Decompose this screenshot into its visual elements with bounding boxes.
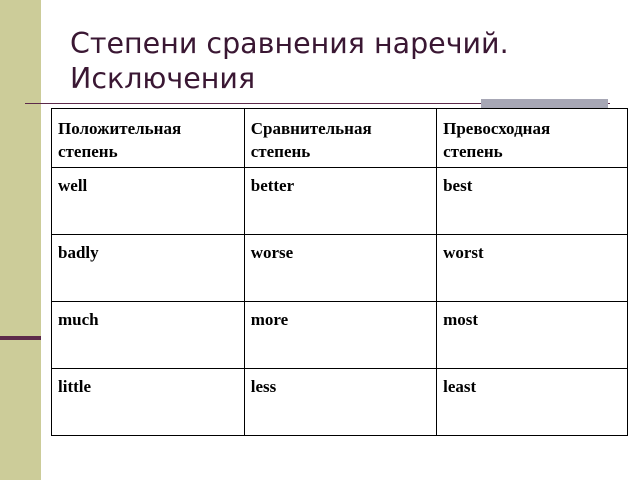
slide-title-line-1: Степени сравнения наречий. — [70, 27, 509, 60]
header-superlative-degree — [437, 109, 628, 168]
table-cell-comparative: better — [244, 168, 436, 235]
table-row — [52, 168, 628, 235]
header-label-line: степень — [250, 142, 311, 161]
adverb-degrees-table — [51, 108, 628, 436]
header-label-line: степень — [58, 142, 118, 161]
table-cell-positive: well — [52, 168, 245, 235]
table-cell-superlative: most — [437, 302, 628, 369]
header-positive-degree — [52, 109, 245, 168]
table-row — [52, 302, 628, 369]
table-cell-positive: little — [52, 369, 245, 436]
header-label-line: степень — [443, 142, 503, 161]
table-cell-superlative: worst — [437, 235, 628, 302]
side-accent-bar — [0, 0, 41, 480]
table-cell-positive: badly — [52, 235, 245, 302]
table-row — [52, 369, 628, 436]
header-label-line: Положительная — [58, 119, 182, 138]
table-cell-comparative: worse — [244, 235, 436, 302]
table-row — [52, 235, 628, 302]
table-header-row — [52, 109, 628, 168]
table-cell-positive: much — [52, 302, 245, 369]
table-cell-comparative: more — [244, 302, 436, 369]
header-comparative-degree — [244, 109, 436, 168]
header-label-line: Сравнительная — [250, 119, 372, 138]
table-cell-superlative: least — [437, 369, 628, 436]
header-label-line: Превосходная — [443, 119, 551, 138]
slide-title-line-2: Исключения — [70, 62, 256, 95]
slide-title — [70, 26, 610, 96]
table-cell-comparative: less — [244, 369, 436, 436]
table-cell-superlative: best — [437, 168, 628, 235]
side-bar-notch — [0, 336, 41, 340]
